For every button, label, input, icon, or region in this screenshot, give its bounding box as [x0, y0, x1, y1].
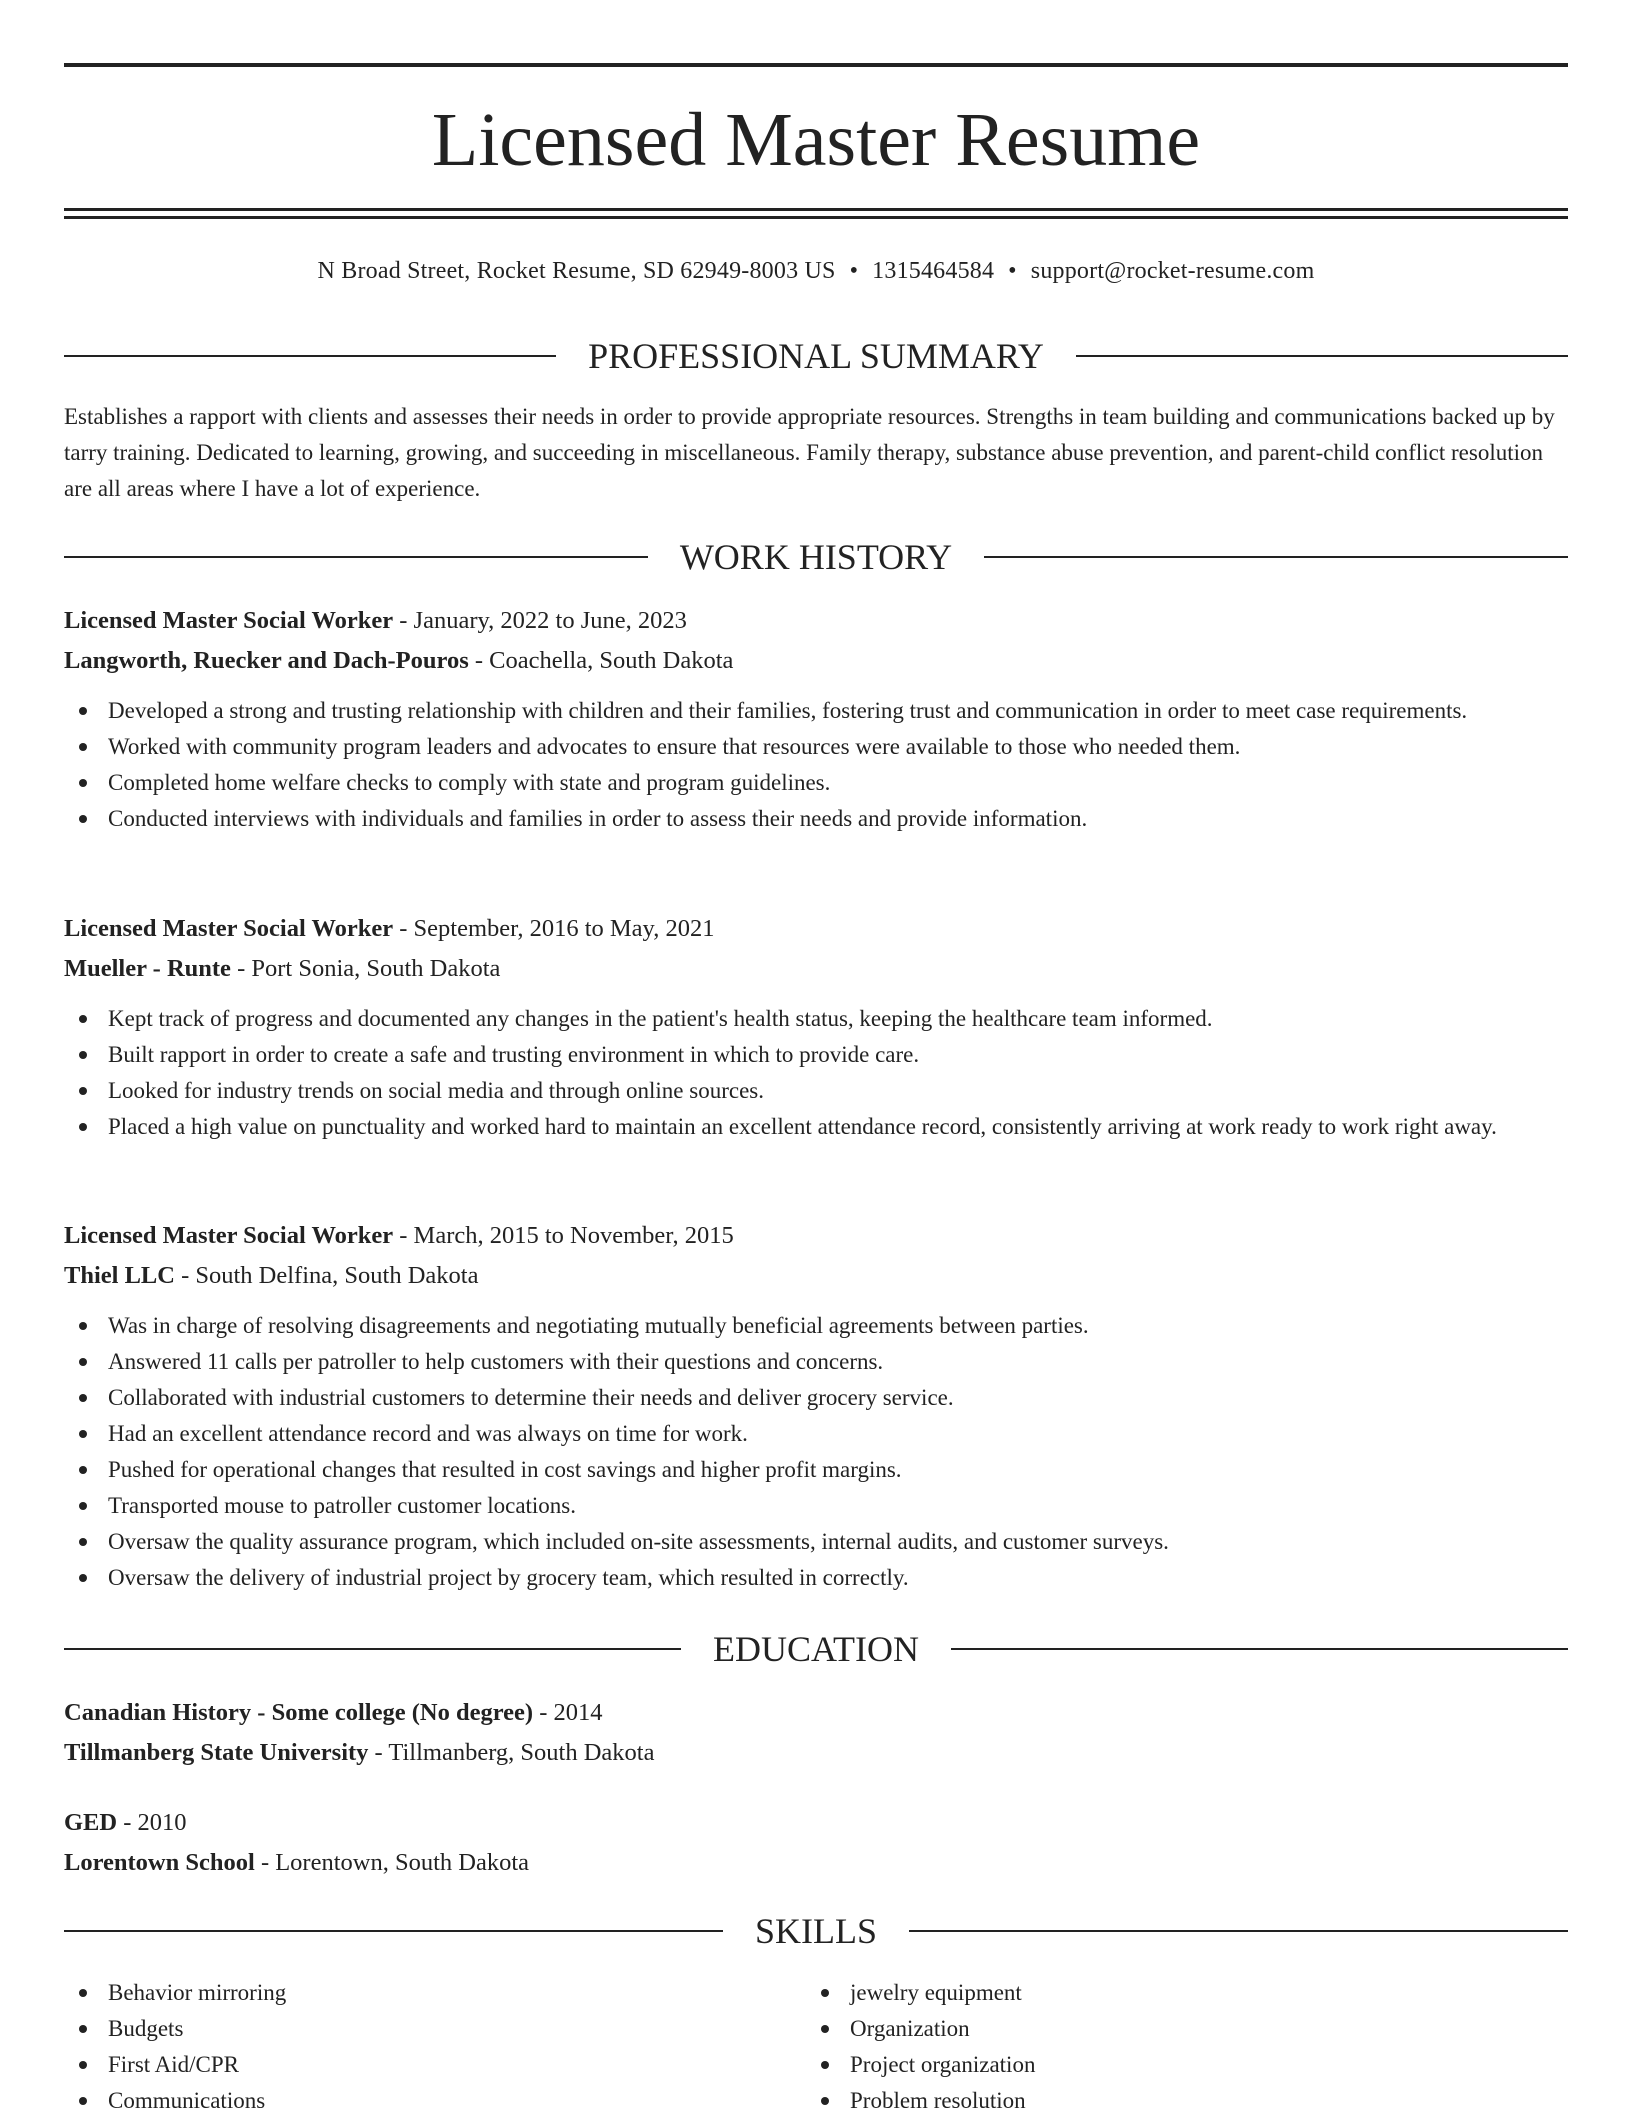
divider — [909, 1930, 1568, 1932]
section-heading-education — [64, 1627, 1568, 1671]
education-degree-line — [64, 1803, 1568, 1843]
job-title-line — [64, 909, 1568, 949]
summary-block — [64, 399, 1568, 507]
divider — [64, 355, 556, 357]
job-company-line — [64, 949, 1568, 989]
education-school-line — [64, 1733, 1568, 1773]
job-bullet: Was in charge of resolving disagreements and negotiating mutually beneficial agreements between parties. — [64, 1308, 1568, 1344]
job-bullet: Transported mouse to patroller customer locations. — [64, 1488, 1568, 1524]
job-bullet: Looked for industry trends on social media and through online sources. — [64, 1073, 1568, 1109]
top-rule — [64, 63, 1568, 67]
job-bullet: Collaborated with industrial customers to determine their needs and deliver grocery service. — [64, 1380, 1568, 1416]
divider — [64, 556, 648, 558]
title-underline-2 — [64, 216, 1568, 219]
education-school: Lorentown School — [64, 1849, 255, 1876]
education-degree-line — [64, 1693, 1568, 1733]
job-bullet: Placed a high value on punctuality and worked hard to maintain an excellent attendance record, consistently arriving at work ready to work right away. — [64, 1109, 1568, 1145]
page-title: Licensed Master Resume — [431, 98, 1201, 182]
education-location: - Lorentown, South Dakota — [254, 1849, 530, 1876]
education-location: - Tillmanberg, South Dakota — [368, 1739, 655, 1766]
divider — [64, 1648, 681, 1650]
job-bullets — [64, 1308, 1568, 1596]
section-heading-work — [64, 535, 1568, 579]
job-company-line — [64, 1256, 1568, 1296]
skills-column-right — [806, 1975, 1506, 2112]
education-entry — [64, 1693, 1568, 1773]
skills-column-left — [64, 1975, 764, 2112]
title-underline-1 — [64, 208, 1568, 211]
job-company-line — [64, 641, 1568, 681]
section-title: SKILLS — [755, 1911, 878, 1951]
section-title: PROFESSIONAL SUMMARY — [588, 336, 1044, 376]
skills-list — [64, 1975, 764, 2112]
job-location: - Port Sonia, South Dakota — [230, 955, 501, 982]
job-entry — [64, 909, 1568, 1145]
job-bullet: Oversaw the quality assurance program, which included on-site assessments, internal audits, and customer surveys. — [64, 1524, 1568, 1560]
contact-address: N Broad Street, Rocket Resume, SD 62949-8003 US — [317, 258, 836, 284]
job-bullet: Had an excellent attendance record and was always on time for work. — [64, 1416, 1568, 1452]
job-bullet: Pushed for operational changes that resulted in cost savings and higher profit margins. — [64, 1452, 1568, 1488]
skill-item: First Aid/CPR — [64, 2047, 764, 2083]
education-degree: GED — [64, 1809, 118, 1836]
job-title: Licensed Master Social Worker — [64, 1222, 394, 1249]
skill-item: Organization — [806, 2011, 1506, 2047]
skill-item: Problem resolution — [806, 2083, 1506, 2112]
contact-line — [64, 254, 1568, 288]
job-entry — [64, 1216, 1568, 1596]
education-entry — [64, 1803, 1568, 1883]
section-heading-skills — [64, 1909, 1568, 1953]
section-heading-summary — [64, 334, 1568, 378]
job-company: Mueller - Runte — [64, 955, 231, 982]
job-bullet: Kept track of progress and documented any changes in the patient's health status, keeping the healthcare team informed. — [64, 1001, 1568, 1037]
contact-separator: • — [1008, 258, 1017, 284]
job-title: Licensed Master Social Worker — [64, 915, 394, 942]
education-year: - 2014 — [533, 1699, 603, 1726]
divider — [984, 556, 1568, 558]
job-title-line — [64, 1216, 1568, 1256]
job-bullet: Oversaw the delivery of industrial project by grocery team, which resulted in correctly. — [64, 1560, 1568, 1596]
job-title: Licensed Master Social Worker — [64, 607, 394, 634]
skills-list — [806, 1975, 1506, 2112]
summary-text: Establishes a rapport with clients and assesses their needs in order to provide appropriate resources. Strengths in team building and communications backed up by tarry training. Dedicated to learning, growing, and succeeding in miscellaneous. Family therapy, substance abuse prevention, and parent-child conflict resolution are all areas where I have a lot of experience. — [64, 404, 1555, 501]
job-company: Langworth, Ruecker and Dach-Pouros — [64, 647, 469, 674]
job-bullet: Conducted interviews with individuals and families in order to assess their needs and provide information. — [64, 801, 1568, 837]
section-title: EDUCATION — [713, 1629, 919, 1669]
job-title-line — [64, 601, 1568, 641]
contact-phone: 1315464584 — [872, 258, 995, 284]
job-bullet: Built rapport in order to create a safe and trusting environment in which to provide care. — [64, 1037, 1568, 1073]
divider — [1076, 355, 1568, 357]
education-school-line — [64, 1843, 1568, 1883]
divider — [64, 1930, 723, 1932]
job-dates: - January, 2022 to June, 2023 — [393, 607, 687, 634]
contact-email: support@rocket-resume.com — [1030, 258, 1315, 284]
job-location: - South Delfina, South Dakota — [174, 1262, 479, 1289]
skill-item: Behavior mirroring — [64, 1975, 764, 2011]
skill-item: Project organization — [806, 2047, 1506, 2083]
skill-item: Communications — [64, 2083, 764, 2112]
education-school: Tillmanberg State University — [64, 1739, 369, 1766]
education-degree: Canadian History - Some college (No degree) — [64, 1699, 534, 1726]
divider — [951, 1648, 1568, 1650]
job-dates: - September, 2016 to May, 2021 — [393, 915, 715, 942]
skills-block — [64, 1975, 1568, 2112]
job-bullets — [64, 693, 1568, 837]
skill-item: Budgets — [64, 2011, 764, 2047]
section-title: WORK HISTORY — [679, 537, 953, 577]
contact-separator: • — [849, 258, 859, 284]
education-year: - 2010 — [117, 1809, 187, 1836]
job-bullet: Answered 11 calls per patroller to help customers with their questions and concerns. — [64, 1344, 1568, 1380]
job-company: Thiel LLC — [64, 1262, 175, 1289]
job-bullet: Developed a strong and trusting relationship with children and their families, fostering trust and communication in order to meet case requirements. — [64, 693, 1568, 729]
job-bullets — [64, 1001, 1568, 1145]
job-dates: - March, 2015 to November, 2015 — [393, 1222, 734, 1249]
job-bullet: Completed home welfare checks to comply with state and program guidelines. — [64, 765, 1568, 801]
job-entry — [64, 601, 1568, 837]
job-bullet: Worked with community program leaders and advocates to ensure that resources were available to those who needed them. — [64, 729, 1568, 765]
skill-item: jewelry equipment — [806, 1975, 1506, 2011]
job-location: - Coachella, South Dakota — [468, 647, 734, 674]
